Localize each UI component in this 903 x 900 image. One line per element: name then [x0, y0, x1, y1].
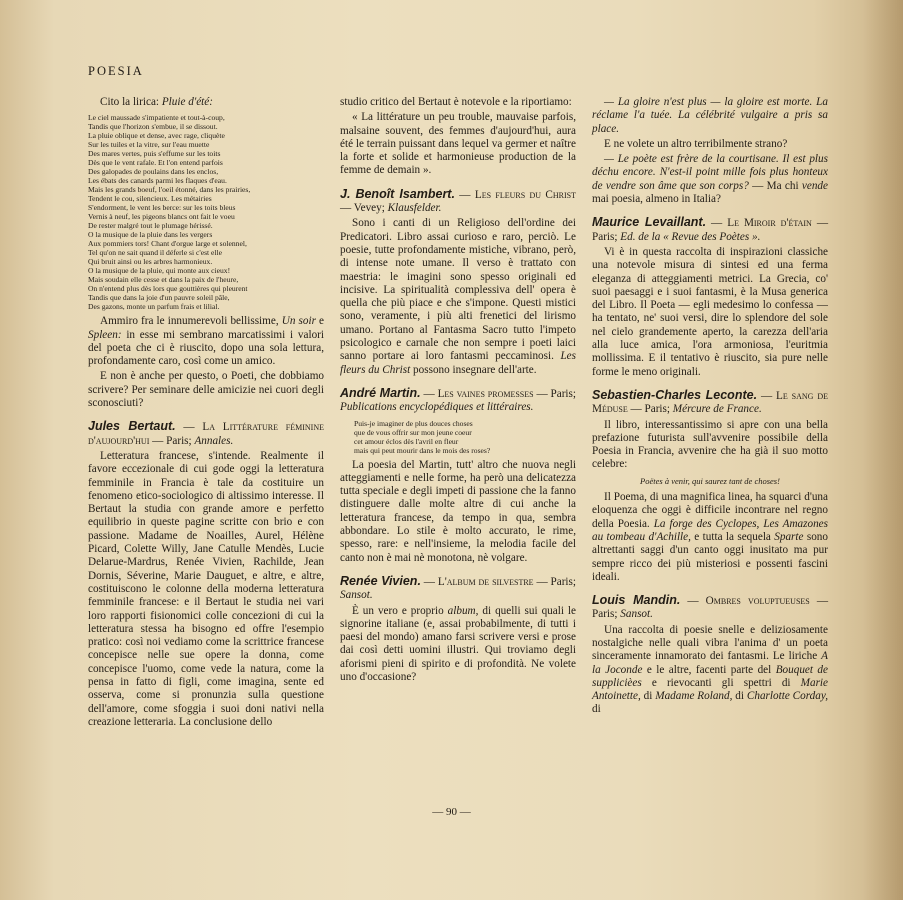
review-body: Letteratura francese, s'intende. Realmente il favore eccezionale di cui gode oggi la letteratura femminile in Francia è tale da costituire un fenomeno etico-sociologico di altissimo interesse. Il Bertaut la studia con grande amore e perfetto equilibrio in queste pagine scritte con brio e con passione. Madame de Noailles, Aurel, Hélène Picard, Colette Willy, Jane Catulle Mendès, Lucie Delarue-Mardrus, Renée Vivien, Rachilde, Jean Dornis, Séverine, Marie Dauguet, e altre, e altre, costituiscono le colonne della moderna letteratura femminile francese: e il Bertaut le studia nei vari loro rapporti fisionomici colle concezioni di cui la letteratura stessa ha bisogno ed offre l'esempio pratico: così noi vediamo come la scrittrice francese concepisce nelle sue opere la donna, come concepisce l'uomo, come vede la natura, come la pensa in fatto di figli, come imagina, sente ed osserva, come si pronunzia sulla questione dell'amore, come sfoggia i suoi doni nativi nella creazione letteraria. La conclusione dello [88, 449, 324, 728]
author-name: Sebastien-Charles Leconte. [592, 387, 758, 402]
review-body: Il libro, interessantissimo si apre con una bella prefazione futurista sull'avvenire possibile della Poesia in Francia, avvenire che ha già il suo motto celebre: [592, 418, 828, 471]
column-1 [88, 96, 324, 731]
poem-line: cet amour éclos dès l'avril en fleur [354, 436, 459, 446]
publisher: Mércure de France. [672, 403, 762, 416]
poem-line: O la musique de la pluie dans les vergers [88, 230, 213, 240]
page-edge-shadow [863, 0, 903, 900]
paragraph: studio critico del Bertaut è notevole e la riportiamo: [340, 96, 572, 108]
author-name: André Martin. [340, 385, 421, 400]
review-body: Sono i canti di un Religioso dell'ordine dei Predicatori. Libro assai curioso e raro, perciò. Le poesie, tutte profondamente mistiche, vibrano, però, di intense note umane. Il verso è trattato con maestria: le imagini sono spesso originali ed incisive. La spiritualità complessiva dell' opera è quella che più piace e che s'impone. Questi mistici sono, veramente, i più alti frenetici del lirismo umano. Portano al Fantasma Sacro tutto l'impeto psicologico e carnale che non sempre i poeti laici sanno portare ai loro fantasmi peccaminosi. Les fleurs du Christ possono insegnare dell'arte. [340, 217, 576, 376]
intro-paragraph: Cito la lirica: Pluie d'été: [100, 96, 213, 108]
poem-line: Dès que le vent rafale. Et l'on entend parfois [88, 158, 223, 168]
review-entry-heading: Maurice Levaillant. — Le Miroir d'étain — Paris; Ed. de la « Revue des Poètes ». [592, 215, 829, 243]
review-entry-heading: Renée Vivien. — L'album de silvestre — Paris; Sansot. [340, 573, 577, 602]
review-entry-heading: André Martin. — Les vaines promesses — Paris; Publications encyclopédiques et littéraires. [340, 385, 577, 414]
poem-line: Des gazons, monte un parfum frais et lilial. [88, 302, 220, 312]
poem-line: De rester malgré tout le plumage hérissé. [88, 221, 213, 231]
poem-line: Vernis à neuf, les pigeons blancs ont fait le voeu [88, 212, 235, 222]
author-name: Renée Vivien. [340, 573, 421, 588]
review-body: Una raccolta di poesie snelle e deliziosamente nostalgiche nelle quali vibra l'anima d' un poeta sinceramente innamorato dei fantasmi. Le liriche A la Joconde e le altre, facenti parte del Bouquet de supplicièes e rievocanti gli spettri di Marie Antoinette, di Madame Roland, di Charlotte Corday, di [592, 623, 829, 716]
motto: Poëtes à venir, qui saurez tant de choses! [640, 475, 780, 486]
paragraph: E non è anche per questo, o Poeti, che dobbiamo scrivere? Per seminare delle amicizie nei cuori degli sconosciuti? [88, 370, 324, 410]
poem-line: Puis-je imaginer de plus douces choses [354, 418, 473, 428]
poem-line: Les ébats des canards parmi les flaques d'eau. [88, 176, 227, 186]
book-title: Le sang de Méduse [592, 389, 828, 416]
section-header: POESIA [88, 64, 144, 78]
aphorism: — Le poète est frère de la courtisane. Il est plus déchu encore. N'est-il point mille fois plus honteux de vendre son âme que son corps? — Ma chi vende mai poesia, almeno in Italia? [592, 153, 828, 206]
book-title: Ombres voluptueuses [705, 595, 810, 608]
publisher: Annales. [194, 434, 234, 447]
publisher: Sansot. [340, 589, 373, 602]
book-title: La Littérature féminine d'aujourd'hui [88, 421, 324, 447]
poem-line: Sur les tuiles et la vitre, sur l'eau muette [88, 140, 210, 150]
poem-line: Des galopades de poulains dans les enclos, [88, 167, 219, 177]
publisher: Klausfelder. [387, 202, 442, 215]
poem-line: Le ciel maussade s'impatiente et tout-à-coup, [88, 113, 225, 123]
review-body: Vi è in questa raccolta di inspirazioni classiche una notevole misura di sintesi ed una ferma eleganza di atteggiamenti metrici. La Grecia, co' suoi paesaggi e i suoi fantasmi, è la Musa generica del Libro. Il Poeta — egli medesimo lo confessa — ha tentato, ne' suoi versi, dire lo splendore del sole nel cielo grandemente aperto, la carezza dell'aria alla luce amica, l'ora armoniosa, l'euritmia mollissima. E il tentativo è riuscito, sia pure nelle forme le meno originali. [592, 245, 828, 378]
page-number: — 90 — [432, 806, 471, 818]
publisher: Sansot. [620, 608, 653, 621]
book-title: Le Miroir d'étain [727, 217, 812, 230]
poem-line: La pluie oblique et dense, avec rage, cliquète [88, 131, 225, 141]
poem-line: S'endorment, le vent les berce: sur les toits bleus [88, 203, 236, 213]
poem-line: Tel qu'on ne sait quand il déferle si c'est elle [88, 248, 222, 258]
author-name: J. Benoît Isambert. [340, 186, 455, 201]
review-entry-heading: J. Benoît Isambert. — Les fleurs du Christ — Vevey; Klausfelder. [340, 186, 577, 215]
book-title: L'album de silvestre [437, 575, 534, 588]
publisher: Publications encyclopédiques et littéraires. [340, 401, 534, 414]
poem-line: mais qui peut mourir dans le mois des roses? [354, 445, 491, 455]
publisher: Ed. de la « Revue des Poètes ». [620, 230, 761, 243]
poem-excerpt [340, 419, 576, 455]
poem-line: Mais soudain elle cesse et dans la paix de l'heure, [88, 275, 239, 285]
quote: « La littérature un peu trouble, mauvaise parfois, malsaine souvent, des femmes d'aujourd'hui, aura été le terrain puissant dans lequel va germer et naître la forte et solide et harmonieuse production de la femme de demain ». [340, 111, 576, 177]
poem-line: que de vous offrir sur mon jeune coeur [354, 427, 472, 437]
poem-line: Qui bruit ainsi ou les arbres harmonieux. [88, 257, 213, 267]
poem-pluie-dete [88, 113, 324, 311]
aphorism: — La gloire n'est plus — la gloire est morte. La réclame l'a tuée. La célébrité vulgaire a pris sa place. [592, 96, 828, 135]
review-entry-heading: Jules Bertaut. — La Littérature féminine d'aujourd'hui — Paris; Annales. [88, 419, 324, 447]
poem-line: Tandis que l'horizon s'embue, il se dissout. [88, 122, 218, 132]
poem-line: Mais les grands boeuf, l'oeil étonné, dans les prairies, [88, 185, 251, 195]
poem-line: Tandis que dans la joie d'un pauvre soleil pâle, [88, 293, 230, 303]
book-title: Les fleurs du Christ [474, 188, 577, 201]
column-3 [592, 96, 828, 719]
poem-line: O la musique de la pluie, qui monte aux cieux! [88, 266, 231, 276]
author-name: Jules Bertaut. [88, 419, 176, 434]
author-name: Louis Mandin. [592, 593, 681, 608]
poem-line: Des mares vertes, puis s'effume sur les toits [88, 149, 221, 159]
review-body: È un vero e proprio album, di quelli sui quali le signorine italiane (e, assai probabilmente, di tutti i paesi del mondo) amano farsi scrivere versi e prose dai così detti uomini illustri. Qui troviamo degli aforismi pieni di spirito e di profondità. Ne volete uno d'occasione? [340, 604, 576, 683]
review-body: Il Poema, di una magnifica linea, ha squarci d'una eloquenza che oggi è difficile incontrare nel regno della Poesia. La forge des Cyclopes, Les Amazones au tombeau d'Achille, e tutta la sequela Sparte sono altrettanti saggi d'un canto oggi inusitato ma pur sempre ricco dei più misteriosi e possenti fascini ideali. [592, 491, 828, 583]
book-title: Les vaines promesses [437, 387, 534, 400]
poem-line: Aux pommiers tors! Chant d'orgue large et solennel, [88, 239, 247, 249]
poem-line: Tendent le cou, silencieux. Les métairies [88, 194, 212, 204]
review-entry-heading: Louis Mandin. — Ombres voluptueuses — Paris; Sansot. [592, 593, 829, 621]
column-2 [340, 96, 576, 686]
review-entry-heading: Sebastien-Charles Leconte. — Le sang de Méduse — Paris; Mércure de France. [592, 387, 828, 416]
author-name: Maurice Levaillant. [592, 215, 707, 230]
review-body: La poesia del Martin, tutt' altro che nuova negli atteggiamenti e nelle forme, ha però una delicatezza tutta speciale e degli impeti di passione che la fanno distinguere dalle molte altre di cui anche la letteratura francese, da tempo in qua, sembra abbondare. Lo stile è molto accurato, le rime, spesso, rare: e nell'insieme, la melodia facile del canto non è mai nè monotona, nè volgare. [340, 458, 576, 564]
poem-line: On n'entend plus dès lors que gouttières qui pleurent [88, 284, 248, 294]
paragraph: Ammiro fra le innumerevoli bellissime, Un soir e Spleen: in esse mi sembrano marcatissimi i valori del poeta che ci è riuscito, dopo una sola lettura, profondamente caro, così come un amico. [88, 315, 324, 368]
paragraph: E ne volete un altro terribilmente strano? [604, 137, 788, 150]
